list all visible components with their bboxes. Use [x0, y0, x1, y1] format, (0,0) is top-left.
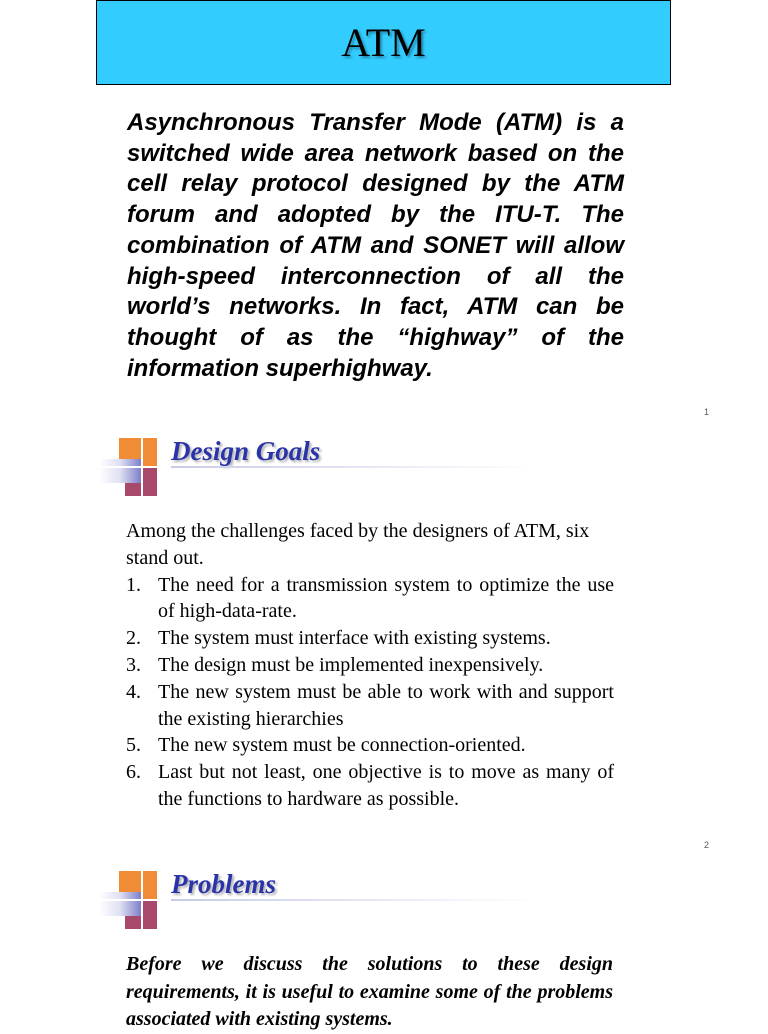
list-number: 1. — [126, 573, 141, 596]
section-heading-problems — [99, 866, 539, 932]
list-number: 6. — [126, 761, 141, 784]
bullet-squares-icon — [99, 433, 171, 499]
list-item — [126, 625, 614, 652]
list-item — [126, 732, 614, 759]
list-item — [126, 572, 614, 626]
title-banner — [96, 0, 671, 85]
list-text: The new system must be connection-oriented. — [158, 734, 526, 757]
goals-intro: Among the challenges faced by the designers of ATM, six stand out. — [126, 520, 590, 569]
heading-underline — [171, 466, 537, 468]
list-item — [126, 759, 614, 813]
goals-list — [126, 572, 614, 813]
list-text: The new system must be able to work with and support the existing hierarchies — [158, 680, 614, 730]
list-text: The need for a transmission system to optimize the use of high-data-rate. — [158, 573, 614, 623]
list-item — [126, 652, 614, 679]
heading-underline — [171, 899, 537, 901]
list-text: Last but not least, one objective is to move as many of the functions to hardware as possible. — [158, 761, 614, 810]
list-number: 4. — [126, 680, 141, 703]
section-title: Design Goals — [171, 436, 321, 466]
page-number: 2 — [703, 840, 709, 850]
problems-paragraph: Before we discuss the solutions to these design requirements, it is useful to examine some of the problems associated with existing systems. — [126, 953, 613, 1030]
list-text: The design must be implemented inexpensively. — [158, 653, 544, 676]
section-heading-design-goals — [99, 433, 539, 499]
page-number: 1 — [703, 407, 709, 417]
section-title: Problems — [171, 869, 276, 899]
list-number: 3. — [126, 653, 141, 676]
list-number: 2. — [126, 627, 141, 650]
page-title: ATM — [341, 20, 426, 65]
design-goals-body — [126, 518, 614, 813]
list-item — [126, 679, 614, 733]
list-text: The system must interface with existing systems. — [158, 627, 551, 650]
atm-intro-paragraph: Asynchronous Transfer Mode (ATM) is a switched wide area network based on the cell relay protocol designed by the ATM forum and adopted by the ITU-T. The combination of ATM and SONET will allow high-speed interconnection of all the world’s networks. In fact, ATM can be thought of as the “highway” of the information superhighway. — [127, 109, 624, 382]
bullet-squares-icon — [99, 866, 171, 932]
list-number: 5. — [126, 734, 141, 757]
